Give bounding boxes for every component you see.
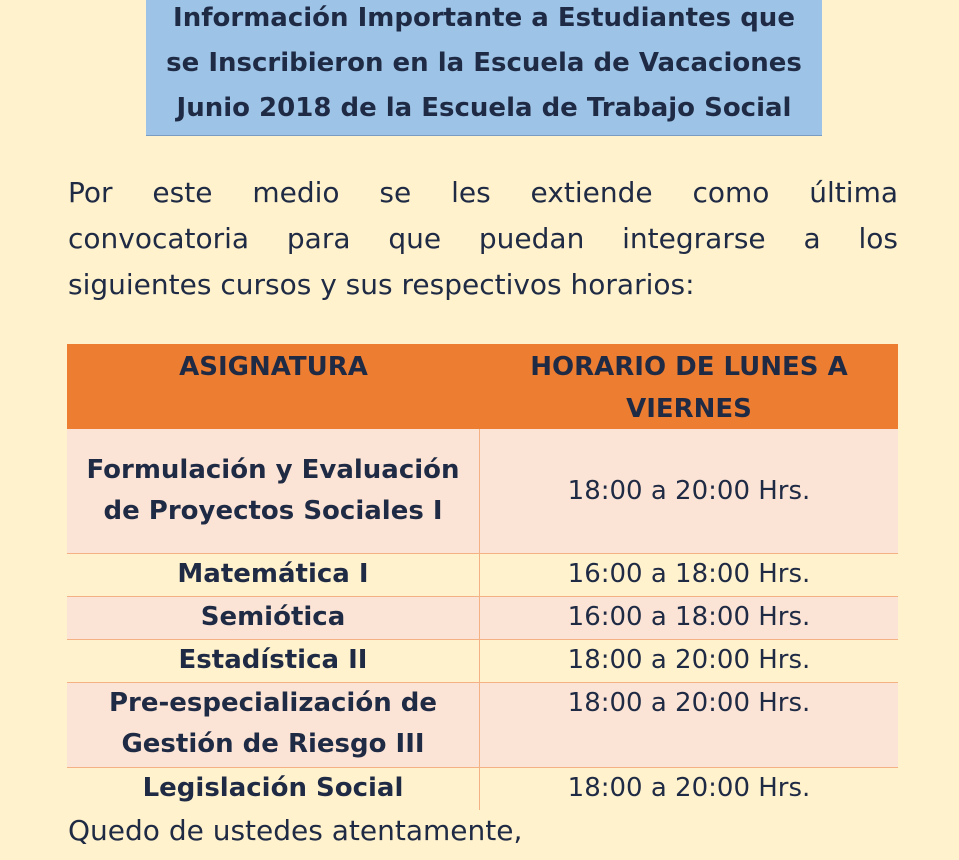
title-line-3: Junio 2018 de la Escuela de Trabajo Social bbox=[176, 93, 792, 123]
table-row bbox=[67, 768, 898, 810]
intro-word: integrarse bbox=[622, 222, 766, 255]
intro-word: este bbox=[152, 176, 213, 209]
hours-value: 16:00 a 18:00 Hrs. bbox=[567, 559, 811, 589]
hours-value: 18:00 a 20:00 Hrs. bbox=[567, 688, 811, 718]
intro-paragraph bbox=[68, 170, 898, 308]
hours-cell bbox=[480, 554, 898, 596]
hours-cell bbox=[480, 429, 898, 553]
intro-word: última bbox=[809, 176, 898, 209]
hours-value: 18:00 a 20:00 Hrs. bbox=[567, 773, 811, 803]
hours-value: 18:00 a 20:00 Hrs. bbox=[567, 475, 811, 506]
intro-word: que bbox=[388, 222, 442, 255]
intro-word: como bbox=[692, 176, 770, 209]
header-schedule bbox=[480, 344, 898, 429]
intro-word: para bbox=[286, 222, 351, 255]
subject-cell bbox=[67, 554, 480, 596]
hours-cell bbox=[480, 597, 898, 639]
intro-line-3 bbox=[68, 262, 898, 308]
intro-word: puedan bbox=[478, 222, 585, 255]
subject-name: Semiótica bbox=[200, 602, 346, 632]
subject-cell bbox=[67, 768, 480, 810]
table-row bbox=[67, 429, 898, 554]
intro-line-2 bbox=[68, 216, 898, 262]
subject-name: Formulación y Evaluación de Proyectos Sociales I bbox=[86, 455, 460, 526]
course-schedule-table bbox=[67, 344, 898, 810]
table-row bbox=[67, 597, 898, 640]
hours-cell bbox=[480, 640, 898, 682]
intro-line-1 bbox=[68, 170, 898, 216]
table-row bbox=[67, 640, 898, 683]
subject-cell bbox=[67, 597, 480, 639]
title-line-2: se Inscribieron en la Escuela de Vacaciones bbox=[166, 48, 802, 78]
intro-word: a bbox=[803, 222, 821, 255]
subject-cell bbox=[67, 683, 480, 767]
header-schedule-text: HORARIO DE LUNES A VIERNES bbox=[530, 352, 848, 424]
announcement-title-box bbox=[146, 0, 822, 136]
intro-word: les bbox=[451, 176, 491, 209]
hours-cell bbox=[480, 768, 898, 810]
subject-name: Matemática I bbox=[177, 559, 369, 589]
intro-word: se bbox=[379, 176, 412, 209]
hours-cell bbox=[480, 683, 898, 767]
intro-word: siguientes cursos y sus respectivos horarios: bbox=[68, 268, 695, 301]
intro-word: convocatoria bbox=[68, 222, 250, 255]
subject-name: Legislación Social bbox=[142, 773, 404, 803]
table-row bbox=[67, 683, 898, 768]
intro-word: los bbox=[858, 222, 898, 255]
title-line-1: Información Importante a Estudiantes que bbox=[173, 3, 795, 33]
intro-word: extiende bbox=[530, 176, 653, 209]
header-subject: ASIGNATURA bbox=[179, 352, 368, 382]
subject-name: Pre-especialización de Gestión de Riesgo III bbox=[108, 688, 438, 759]
table-row bbox=[67, 554, 898, 597]
table-header-row bbox=[67, 344, 898, 429]
intro-word: medio bbox=[252, 176, 340, 209]
hours-value: 18:00 a 20:00 Hrs. bbox=[567, 645, 811, 675]
subject-cell bbox=[67, 640, 480, 682]
intro-word: Por bbox=[68, 176, 113, 209]
closing-line: Quedo de ustedes atentamente, bbox=[68, 814, 523, 847]
subject-cell bbox=[67, 429, 480, 553]
hours-value: 16:00 a 18:00 Hrs. bbox=[567, 602, 811, 632]
subject-name: Estadística II bbox=[178, 645, 368, 675]
